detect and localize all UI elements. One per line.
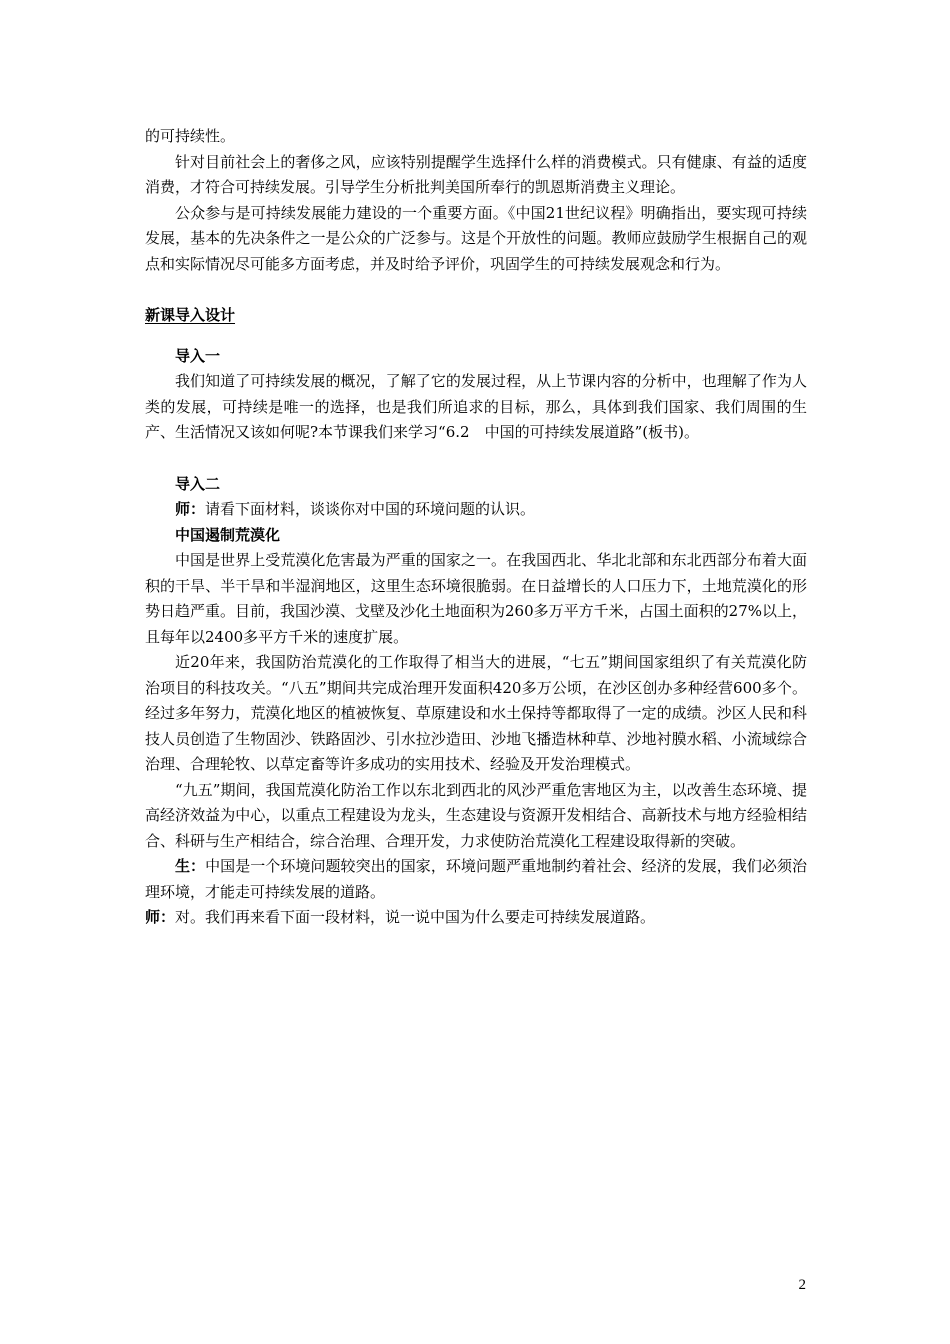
teacher-line-1 xyxy=(145,497,807,523)
student-label: 生： xyxy=(175,857,206,875)
paragraph-public-participation: 公众参与是可持续发展能力建设的一个重要方面。《中国21世纪议程》明确指出，要实现可持续发展，基本的先决条件之一是公众的广泛参与。这是个开放性的问题。教师应鼓励学生根据自己的观点和实际情况尽可能多方面考虑，并及时给予评价，巩固学生的可持续发展观念和行为。 xyxy=(145,203,807,273)
paragraph-consumption: 针对目前社会上的奢侈之风，应该特别提醒学生选择什么样的消费模式。只有健康、有益的适度消费，才符合可持续发展。引导学生分析批判美国所奉行的凯恩斯消费主义理论。 xyxy=(145,152,807,196)
material-paragraph: 中国是世界上受荒漠化危害最为严重的国家之一。在我国西北、华北北部和东北西部分布着大面积的干旱、半干旱和半湿润地区，这里生态环境很脆弱。在日益增长的人口压力下，土地荒漠化的形势日趋严重。目前，我国沙漠、戈壁及沙化土地面积为260多万平方千米，占国土面积的27%以上，且每年以2400多平方千米的速度扩展。 xyxy=(145,551,807,646)
teacher-text: 请看下面材料，谈谈你对中国的环境问题的认识。 xyxy=(205,500,536,518)
material-paragraph: 近20年来，我国防治荒漠化的工作取得了相当大的进展，“七五”期间国家组织了有关荒漠化防治项目的科技攻关。“八五”期间共完成治理开发面积420多万公顷，在沙区创办多种经营600多个。经过多年努力，荒漠化地区的植被恢复、草原建设和水土保持等都取得了一定的成绩。沙区人民和科技人员创造了生物固沙、铁路固沙、引水拉沙造田、沙地飞播造林种草、沙地衬膜水稻、小流域综合治理、合理轮牧、以草定畜等许多成功的实用技术、经验及开发治理模式。 xyxy=(145,653,807,773)
intro1-heading: 导入一 xyxy=(175,346,221,365)
student-line xyxy=(145,854,807,905)
section-title: 新课导入设计 xyxy=(145,306,236,324)
intro2-heading: 导入二 xyxy=(175,474,221,493)
intro1-text: 我们知道了可持续发展的概况，了解了它的发展过程，从上节课内容的分析中，也理解了作为人类的发展，可持续是唯一的选择，也是我们所追求的目标，那么，具体到我们国家、我们周围的生产、生活情况又该如何呢?本节课我们来学习“6.2 中国的可持续发展道路”(板书)。 xyxy=(145,372,807,441)
student-text: 中国是一个环境问题较突出的国家，环境问题严重地制约着社会、经济的发展，我们必须治理环境，才能走可持续发展的道路。 xyxy=(145,857,807,901)
teacher-text: 对。我们再来看下面一段材料，说一说中国为什么要走可持续发展道路。 xyxy=(175,908,656,926)
teacher-label: 师： xyxy=(175,500,206,518)
material-title: 中国遏制荒漠化 xyxy=(175,525,281,544)
teacher-label: 师： xyxy=(145,908,176,926)
paragraph-continuation: 的可持续性。 xyxy=(145,127,236,145)
page-number: 2 xyxy=(798,1277,806,1293)
teacher-line-2 xyxy=(145,905,807,931)
page-content xyxy=(145,124,807,931)
material-paragraph: “九五”期间，我国荒漠化防治工作以东北到西北的风沙严重危害地区为主，以改善生态环境、提高经济效益为中心，以重点工程建设为龙头，生态建设与资源开发相结合、高新技术与地方经验相结合、科研与生产相结合，综合治理、合理开发，力求使防治荒漠化工程建设取得新的突破。 xyxy=(145,780,807,850)
